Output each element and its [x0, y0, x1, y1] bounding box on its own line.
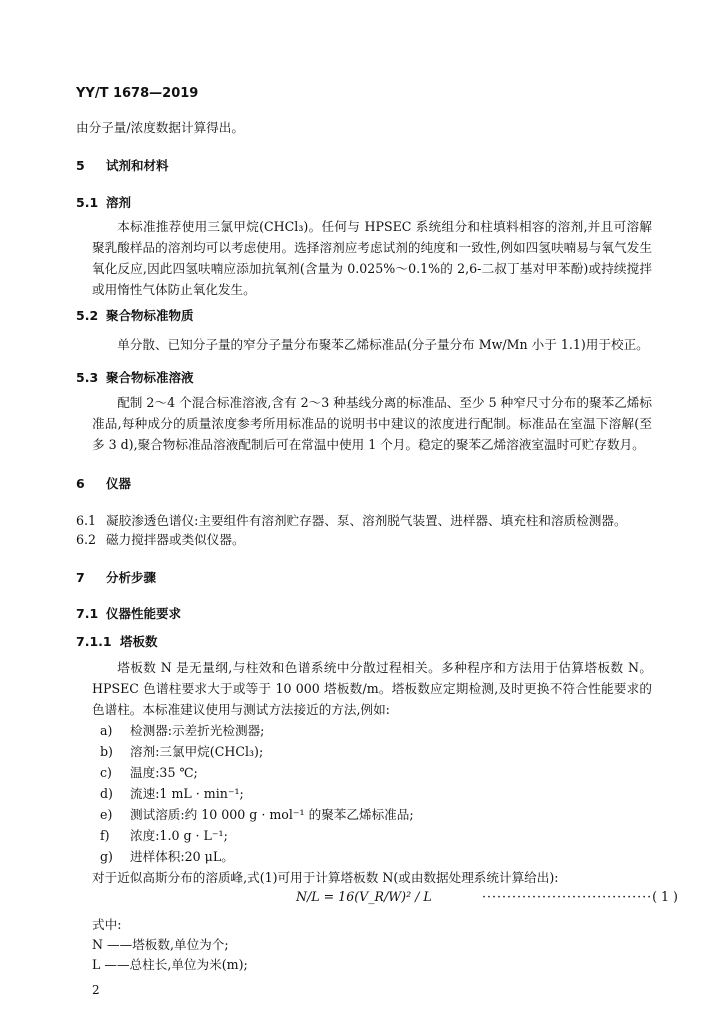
list-item: [100, 762, 198, 783]
list-text: 流速:1 mL · min⁻¹;: [130, 786, 244, 801]
dot-leader: ··································: [482, 889, 653, 904]
section-title: 聚合物标准物质: [106, 308, 194, 323]
list-label: e): [100, 807, 113, 822]
section-number: 5.1: [76, 195, 99, 210]
section-number: 7.1: [76, 606, 99, 621]
list-label: a): [100, 723, 113, 738]
list-item: [100, 825, 228, 846]
continued-text: 由分子量/浓度数据计算得出。: [76, 120, 244, 135]
section-5-2-heading: [76, 306, 194, 324]
paragraph: 本标准推荐使用三氯甲烷(CHCl₃)。任何与 HPSEC 系统组分和柱填料相容的溶剂,并且可溶解聚乳酸样品的溶剂均可以考虑使用。选择溶剂应考虑试剂的纯度和一致性,例如四氢呋喃易与氧气发生氧化反应,因此四氢呋喃应添加抗氧剂(含量为 0.025%～0.1%的 2,6-二叔丁基对甲苯酚)或持续搅拌或用惰性气体防止氧化发生。: [92, 219, 652, 297]
list-text: 进样体积:20 μL。: [130, 849, 234, 864]
formula-number: ··································( 1 ): [482, 889, 678, 904]
list-text: 溶剂:三氯甲烷(CHCl₃);: [130, 744, 264, 759]
section-title: 塔板数: [120, 634, 158, 649]
section-7-1-heading: [76, 604, 181, 622]
standard-header: YY/T 1678—2019: [76, 86, 199, 101]
paragraph: 配制 2～4 个混合标准溶液,含有 2～3 种基线分离的标准品、至少 5 种窄尺寸分布的聚苯乙烯标准品,每种成分的质量浓度参考所用标准品的说明书中建议的浓度进行配制。标准品在室温下溶解(至多 3 d),聚合物标准品溶液配制后可在常温中使用 1 个月。稳定的聚苯乙烯溶液室温时可贮存数月。: [92, 395, 652, 452]
clause-text: 凝胶渗透色谱仪:主要组件有溶剂贮存器、泵、溶剂脱气装置、进样器、填充柱和溶质检测器。: [106, 513, 627, 528]
paragraph: 单分散、已知分子量的窄分子量分布聚苯乙烯标准品(分子量分布 Mw/Mn 小于 1.1)用于校正。: [117, 337, 649, 352]
list-item: [100, 741, 263, 762]
list-text: 温度:35 ℃;: [130, 765, 198, 780]
clause-number: 6.2: [76, 532, 97, 547]
section-number: 7: [76, 570, 85, 585]
list-label: f): [100, 828, 110, 843]
clause-text: 磁力搅拌器或类似仪器。: [106, 532, 245, 547]
formula: N/L = 16(V_R/W)² / L: [296, 889, 432, 904]
list-item: [100, 804, 414, 825]
clause-6-2: [76, 529, 245, 550]
section-number: 5: [76, 158, 85, 173]
page-number: 2: [92, 983, 100, 997]
list-item: [100, 783, 244, 804]
section-7-1-1-heading: [76, 632, 158, 650]
clause-number: 6.1: [76, 513, 97, 528]
section-number: 6: [76, 476, 85, 491]
where-label: 式中:: [92, 917, 122, 932]
section-number: 7.1.1: [76, 634, 112, 649]
formula-intro: 对于近似高斯分布的溶质峰,式(1)可用于计算塔板数 N(或由数据处理系统计算给出):: [92, 870, 559, 885]
list-text: 检测器:示差折光检测器;: [130, 723, 265, 738]
list-label: c): [100, 765, 112, 780]
list-text: 浓度:1.0 g · L⁻¹;: [130, 828, 228, 843]
section-5-1-heading: [76, 193, 131, 211]
section-6-heading: [76, 474, 131, 492]
list-label: b): [100, 744, 113, 759]
clause-6-1: [76, 510, 627, 531]
section-5-3-heading: [76, 368, 194, 386]
section-title: 仪器: [106, 476, 132, 491]
section-5-heading: [76, 156, 169, 174]
list-text: 测试溶质:约 10 000 g · mol⁻¹ 的聚苯乙烯标准品;: [130, 807, 414, 822]
section-number: 5.2: [76, 308, 99, 323]
list-label: d): [100, 786, 113, 801]
section-title: 聚合物标准溶液: [106, 370, 194, 385]
section-title: 试剂和材料: [106, 158, 169, 173]
section-title: 分析步骤: [106, 570, 157, 585]
list-item: [100, 846, 234, 867]
section-title: 溶剂: [106, 195, 132, 210]
section-number: 5.3: [76, 370, 99, 385]
section-7-heading: [76, 568, 156, 586]
list-label: g): [100, 849, 113, 864]
symbol-definition: N ——塔板数,单位为个;: [92, 937, 229, 952]
paragraph: 塔板数 N 是无量纲,与柱效和色谱系统中分散过程相关。多种程序和方法用于估算塔板数 N。HPSEC 色谱柱要求大于或等于 10 000 塔板数/m。塔板数应定期检测,及时更换不符合性能要求的色谱柱。本标准建议使用与测试方法接近的方法,例如:: [92, 660, 652, 717]
section-title: 仪器性能要求: [106, 606, 182, 621]
symbol-definition: L ——总柱长,单位为米(m);: [92, 957, 248, 972]
list-item: [100, 720, 264, 741]
